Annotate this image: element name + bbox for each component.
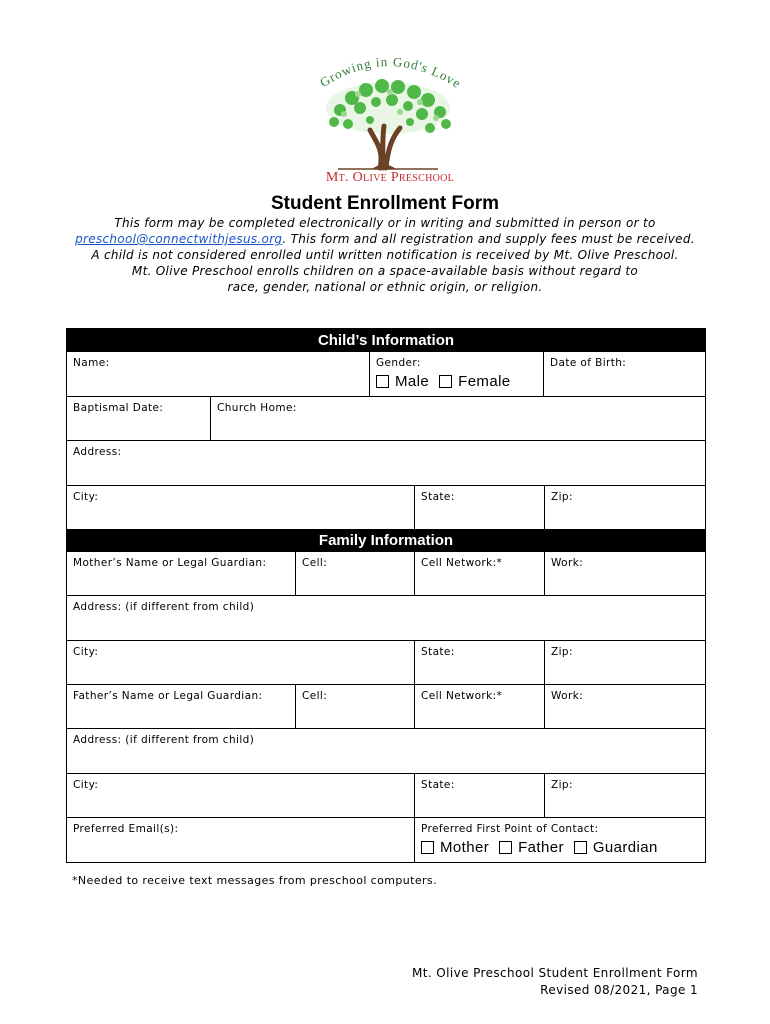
section-header-family: Family Information (67, 529, 705, 552)
contact-preference-field: Preferred First Point of Contact: Mother Father Guardian (414, 818, 705, 862)
gender-field: Gender: Male Female (369, 352, 543, 396)
mother-name-field[interactable]: Mother’s Name or Legal Guardian: (73, 557, 267, 569)
tree-of-hearts-icon (326, 79, 451, 169)
church-home-field[interactable]: Church Home: (210, 397, 705, 440)
father-address-field[interactable]: Address: (if different from child) (73, 734, 255, 746)
mother-cell-network-field[interactable]: Cell Network:* (414, 552, 544, 595)
mother-cell-field[interactable]: Cell: (295, 552, 414, 595)
child-name-field[interactable]: Name: (73, 357, 110, 369)
preschool-logo (300, 50, 475, 190)
intro-line-5: race, gender, national or ethnic origin, or religion. (227, 280, 543, 294)
child-city-field[interactable]: City: (73, 491, 99, 503)
logo-school-name: Mt. Olive Preschool (325, 170, 455, 185)
father-name-field[interactable]: Father’s Name or Legal Guardian: (73, 690, 263, 702)
baptismal-date-field[interactable]: Baptismal Date: (73, 402, 164, 414)
section-header-child: Child’s Information (67, 329, 705, 352)
father-contact-label: Father (518, 839, 564, 856)
father-work-field[interactable]: Work: (544, 685, 705, 728)
dob-field[interactable]: Date of Birth: (543, 352, 705, 396)
preferred-email-field[interactable]: Preferred Email(s): (73, 823, 179, 835)
mother-state-field[interactable]: State: (414, 641, 544, 684)
intro-line-1: This form may be completed electronically or in writing and submitted in person or to (114, 216, 656, 230)
logo-arc-text: Growing in God's Love (316, 53, 465, 92)
father-cell-network-field[interactable]: Cell Network:* (414, 685, 544, 728)
father-city-field[interactable]: City: (73, 779, 99, 791)
intro-line-4: Mt. Olive Preschool enrolls children on a space-available basis without regard to (131, 264, 639, 278)
child-zip-field[interactable]: Zip: (544, 486, 705, 529)
male-label: Male (395, 373, 430, 390)
email-link[interactable]: preschool@connectwithjesus.org (75, 232, 283, 246)
mother-city-field[interactable]: City: (73, 646, 99, 658)
father-contact-checkbox[interactable] (499, 841, 512, 854)
female-checkbox[interactable] (439, 375, 452, 388)
child-state-field[interactable]: State: (414, 486, 544, 529)
footer-line-2: Revised 08/2021, Page 1 (540, 983, 698, 997)
male-checkbox[interactable] (376, 375, 389, 388)
enrollment-form (66, 328, 706, 863)
intro-line-3: A child is not considered enrolled until written notification is received by Mt. Olive Preschool. (91, 248, 679, 262)
female-label: Female (458, 373, 511, 390)
father-cell-field[interactable]: Cell: (295, 685, 414, 728)
child-address-field[interactable]: Address: (73, 446, 122, 458)
mother-contact-checkbox[interactable] (421, 841, 434, 854)
father-zip-field[interactable]: Zip: (544, 774, 705, 817)
guardian-contact-label: Guardian (592, 839, 658, 856)
mother-contact-label: Mother (440, 839, 490, 856)
page-footer (412, 965, 698, 999)
intro-text (40, 215, 730, 295)
mother-zip-field[interactable]: Zip: (544, 641, 705, 684)
mother-work-field[interactable]: Work: (544, 552, 705, 595)
guardian-contact-checkbox[interactable] (574, 841, 587, 854)
footer-line-1: Mt. Olive Preschool Student Enrollment Form (411, 966, 698, 980)
father-state-field[interactable]: State: (414, 774, 544, 817)
mother-address-field[interactable]: Address: (if different from child) (73, 601, 255, 613)
intro-line-2: . This form and all registration and supply fees must be received. (282, 232, 695, 246)
footnote: *Needed to receive text messages from preschool computers. (72, 874, 437, 887)
page-title: Student Enrollment Form (271, 193, 499, 214)
